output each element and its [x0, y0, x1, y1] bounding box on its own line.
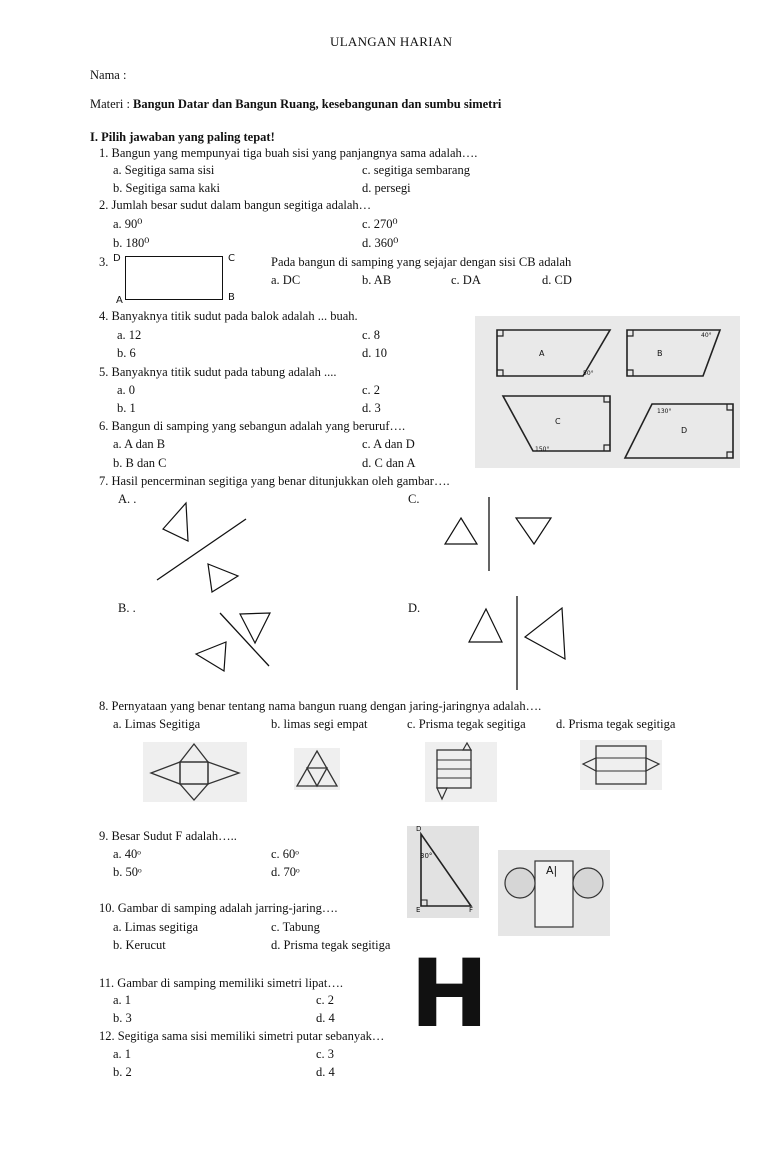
q4-option-d: d. 10	[362, 346, 387, 360]
q9-label-f: F	[469, 906, 474, 914]
q11-option-d: d. 4	[316, 1011, 335, 1025]
q2-option-d: d. 360⁰	[362, 236, 399, 250]
q9-option-d: d. 70ᵒ	[271, 865, 300, 879]
q11-option-a: a. 1	[113, 993, 132, 1007]
q6-shape-label-c: C	[555, 417, 561, 426]
q6-option-b: b. B dan C	[113, 456, 167, 470]
q2-option-b: b. 180⁰	[113, 236, 150, 250]
q3-option-b: b. AB	[362, 273, 392, 287]
question-4: 4. Banyaknya titik sudut pada balok adalah ... buah.	[99, 309, 358, 323]
q3-option-d: d. CD	[542, 273, 572, 287]
q3-option-c: c. DA	[451, 273, 481, 287]
q6-angle-c: 150°	[535, 446, 550, 453]
q12-option-c: c. 3	[316, 1047, 335, 1061]
q1-option-b: b. Segitiga sama kaki	[113, 181, 220, 195]
question-7: 7. Hasil pencerminan segitiga yang benar ditunjukkan oleh gambar….	[99, 474, 450, 488]
q2-option-c: c. 270⁰	[362, 217, 398, 231]
q5-option-b: b. 1	[117, 401, 136, 415]
q11-letter-h: H	[410, 940, 489, 1049]
q3-label-d: D	[113, 253, 121, 264]
q8-net-a-photo	[143, 742, 247, 802]
q5-option-d: d. 3	[362, 401, 381, 415]
question-2: 2. Jumlah besar sudut dalam bangun segitiga adalah…	[99, 198, 372, 212]
q12-option-a: a. 1	[113, 1047, 132, 1061]
q10-net-label: A|	[546, 864, 558, 877]
q9-option-b: b. 50ᵒ	[113, 865, 142, 879]
q9-option-a: a. 40ᵒ	[113, 847, 141, 861]
q11-option-b: b. 3	[113, 1011, 132, 1025]
q6-angle-d: 130°	[657, 408, 672, 415]
q6-shape-label-a: A	[539, 349, 545, 358]
q8-net-a-drawing	[143, 742, 247, 802]
q6-angle-a: 50°	[583, 370, 594, 377]
nama-label: Nama :	[90, 68, 127, 82]
q3-option-a: a. DC	[271, 273, 301, 287]
q9-option-c: c. 60ᵒ	[271, 847, 299, 861]
q8-net-d-drawing	[580, 740, 662, 790]
materi-label: Materi :	[90, 97, 134, 111]
q8-net-b-photo	[294, 748, 340, 790]
q10-net-photo	[498, 850, 610, 936]
q8-option-c: c. Prisma tegak segitiga	[407, 717, 526, 731]
question-9: 9. Besar Sudut F adalah…..	[99, 829, 237, 843]
q6-angle-b: 40°	[701, 332, 712, 339]
q12-option-b: b. 2	[113, 1065, 132, 1079]
question-3-number: 3.	[99, 255, 109, 269]
q1-option-c: c. segitiga sembarang	[362, 163, 470, 177]
q7-option-b: B. .	[118, 601, 136, 615]
question-6: 6. Bangun di samping yang sebangun adalah yang beruruf….	[99, 419, 406, 433]
q7-option-c: C.	[408, 492, 420, 506]
q3-label-a: A	[116, 295, 123, 306]
q6-option-c: c. A dan D	[362, 437, 415, 451]
q10-option-a: a. Limas segitiga	[113, 920, 199, 934]
q8-net-c-photo	[425, 742, 497, 802]
q12-option-d: d. 4	[316, 1065, 335, 1079]
q8-net-d-photo	[580, 740, 662, 790]
q1-option-a: a. Segitiga sama sisi	[113, 163, 215, 177]
q11-option-c: c. 2	[316, 993, 335, 1007]
section-heading: I. Pilih jawaban yang paling tepat!	[90, 130, 275, 144]
materi-value: Bangun Datar dan Bangun Ruang, kesebangunan dan sumbu simetri	[133, 97, 502, 111]
question-1: 1. Bangun yang mempunyai tiga buah sisi yang panjangnya sama adalah….	[99, 146, 478, 160]
q9-angle-label: 30°	[420, 852, 433, 860]
q4-option-c: c. 8	[362, 328, 381, 342]
q9-triangle-photo	[407, 826, 479, 918]
question-5: 5. Banyaknya titik sudut pada tabung adalah ....	[99, 365, 337, 379]
question-12: 12. Segitiga sama sisi memiliki simetri putar sebanyak…	[99, 1029, 385, 1043]
q10-option-c: c. Tabung	[271, 920, 320, 934]
q6-option-d: d. C dan A	[362, 456, 416, 470]
q1-option-d: d. persegi	[362, 181, 411, 195]
q6-option-a: a. A dan B	[113, 437, 166, 451]
q7-option-a: A. .	[118, 492, 137, 506]
q8-option-d: d. Prisma tegak segitiga	[556, 717, 676, 731]
q8-option-b: b. limas segi empat	[271, 717, 368, 731]
question-10: 10. Gambar di samping adalah jarring-jaring….	[99, 901, 338, 915]
q8-net-b-drawing	[294, 748, 340, 790]
q5-option-a: a. 0	[117, 383, 136, 397]
q10-option-d: d. Prisma tegak segitiga	[271, 938, 391, 952]
q3-label-c: C	[228, 253, 235, 264]
q8-option-a: a. Limas Segitiga	[113, 717, 201, 731]
page-title: ULANGAN HARIAN	[330, 34, 453, 49]
q4-option-a: a. 12	[117, 328, 142, 342]
q6-shape-label-b: B	[657, 349, 663, 358]
q2-option-a: a. 90⁰	[113, 217, 143, 231]
question-11: 11. Gambar di samping memiliki simetri lipat….	[99, 976, 343, 990]
q9-label-e: E	[416, 906, 421, 914]
q6-shape-label-d: D	[681, 426, 688, 435]
q4-option-b: b. 6	[117, 346, 136, 360]
q9-label-d: D	[416, 825, 422, 833]
q8-net-c-drawing	[425, 742, 497, 802]
q5-option-c: c. 2	[362, 383, 381, 397]
question-3: Pada bangun di samping yang sejajar dengan sisi CB adalah	[271, 255, 572, 269]
q3-label-b: B	[228, 292, 235, 303]
q7-option-d: D.	[408, 601, 421, 615]
question-8: 8. Pernyataan yang benar tentang nama bangun ruang dengan jaring-jaringnya adalah….	[99, 699, 542, 713]
q10-option-b: b. Kerucut	[113, 938, 166, 952]
